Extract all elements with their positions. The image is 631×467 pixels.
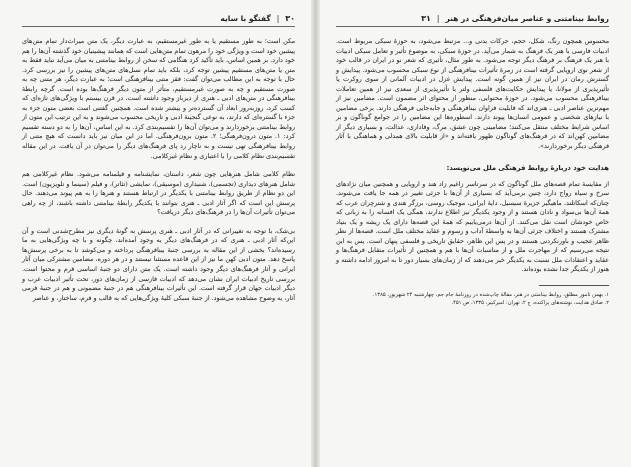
- footnote-divider: [539, 285, 609, 286]
- paragraph: بی‌شک، با توجه به تغییراتی که در آثار ادبی ـ هنری پرسش به گونهٔ دیگری نیز مطرح‌شدنی است و آن این‌که آثار ادبی ـ هنری که در فرهنگ‌های دیگر به وجود آمده‌اند، چگونه و با چه ویژگی‌هایی به ما رسیده‌اند؟ بخشی از این مقاله به بررسی جنبهٔ بینافرهنگی پرداخته و می‌کوشد تا به برخی پرسش‌ها پاسخ دهد. متون ادبی کهن ما نیز از این قاعده مستثنا نیستند و در هر دوره، مضامین مشترکی میان آثار ایرانی و آثار فرهنگ‌های دیگر وجود داشته است. یک متن دارای دو جنبهٔ اساسی فرم و محتوا است. بررسی تاریخ ادبیات ایران نشان می‌دهد که ادبیات فارسی از زمان‌های دور، تحت تأثیر ادبیات عرب و دیگر ادبیات جهان قرار گرفته است. این تأثیرات بینافرهنگی هم در جنبهٔ مضمونی و هم در جنبهٔ فرمی آثار، به وضوح مشاهده می‌شود. از جنبهٔ سبکی کلیهٔ ویژگی‌هایی که به قالب و فرم، ساختار، و عناصر: [22, 226, 295, 302]
- right-page-header: [336, 14, 609, 27]
- page-number: ۳۰: [285, 14, 295, 23]
- footnote: ۱. بهمن نامور مطلق، روابط بینامتنی در هنر، مقالهٔ چاپ‌شده در روزنامهٔ جام جم، چهارشنبه ۲۴ شهریور، ۱۳۸۵.: [372, 292, 609, 299]
- page-number: ۳۱: [421, 14, 431, 23]
- right-page: [320, 0, 631, 467]
- section-heading: هدایت خود دربارهٔ روابط فرهنگی ملل می‌نویسد:: [446, 163, 609, 172]
- paragraph: مکن است؛ به طور مستقیم یا به طور غیرمستقیم، به عبارت دیگر، یک متن میراث‌دار تمام متن‌های پیشین خود است و ویژگی خود را مرهون تمام متن‌هایی است که همانند پیشینیان خود گذشته آن‌ها را هم خود دارد. بر همین اساس، باید تأکید کرد هنگامی که سخن از روابط بینامتنی به میان می‌آید نباید فقط به متن یا متن‌های مستقیم پیشین توجه کرد، بلکه باید تمام نسل‌های متن‌های پیشین را نیز بررسی کرد. حال با توجه به این مطالب می‌توان گفت: فقر متنی بینافرهنگی است؛ به عبارت دیگر، هر متنی چه به صورت مستقیم و چه به صورت غیرمستقیم، متأثر از متون دیگر فرهنگ‌ها بوده است. گرچه رابطهٔ بینافرهنگی در متن‌های ادبی ـ هنری از دیرباز وجود داشته است، در قرن بیستم با ویژگی‌های تازه‌ای که کسب کرد، روزبه‌روز ابعاد آن گسترده‌تر و بیشتر شده است. همچنین گفتنی است بعضی متون جزء به جزء با گستره‌ای که دارند، به نوعی گنجینهٔ ادبی و تاریخی محسوب می‌شوند و به این ترتیب این متون از روابط بینامتنی برخوردارند و می‌توان آن‌ها را تقسیم‌بندی کرد. به این اساس، آن‌ها را به دو دسته تقسیم کرد: ۱. متون درون‌فرهنگی؛ ۲. متون برون‌فرهنگی. اما در این میان نیز باید دانست که هیچ متنی از روابط بینافرهنگی تهی نیست و به ناچار رد پای فرهنگ‌های دیگر را می‌توان در آن یافت. در این مقاله تقسیم‌بندی نظام کلامی را با اعتباری و نظام غیرکلامی.: [22, 37, 295, 160]
- paragraph: نظام کلامی شامل هنرهایی چون شعر، داستان، نمایشنامه و فیلمنامه می‌شود. نظام غیرکلامی هم شامل هنرهای دیداری (تجسمی)، شنیداری (موسیقی)، نمایشی (تئاتر)، و فیلم (سینما و تلویزیون) است. این دو نظام از طریق روابط بینامتنی با یکدیگر در ارتباط هستند و هنرها را به هم پیوند می‌دهند. حال پرسش این است که اگر آثار ادبی ـ هنری بتوانند با یکدیگر رابطهٔ بینامتنی داشته باشند، از چه راهی می‌توان تأثیرات آن‌ها را در فرهنگ‌های دیگر دریافت؟: [22, 170, 295, 217]
- paragraph: محسوس همچون رنگ، شکل، حجم، حرکات بدنی و... مرتبط می‌شود، به حوزهٔ سبکی مربوط است. ادبیات فارسی با هنر یک فرهنگ به شمار می‌آید. در حوزهٔ سبکی، به موضوع تأثیر و تعامل سبکی ادبیات با هنر یک فرهنگ بر فرهنگ دیگر توجه می‌شود. به طور مثال، تأثیری که شعر نو در ایران در قالب خود از شعر نوی اروپایی گرفته است در زمرهٔ تأثیرات بینافرهنگی از نوع سبکی محسوب می‌شود. پیدایش و گسترش رمان در ایران نیز از همین گونه است. پیدایش غزل در ادبیات آلمانی از سوی روکرت یا تأثیرپذیری از مولانا، یا پیدایش حکایت‌های فلسفی ولتر با تأثیرپذیری از سعدی نیز از همین تعاملات بینافرهنگی محسوب می‌شود. در حوزهٔ محتوایی، منظور از محتوای اثر مضمون است. مضامین نیز از مهم‌ترین عناصر ادبی ـ هنری‌اند که قابلیت فراوان بینافرهنگی و جابه‌جایی فرهنگی دارند. برخی مضامین با نیازهای شخصی و عمومی انسان‌ها پیوند دارند. اسطوره‌ها این مضامین را در جوامع گوناگون و بر اساس شرایط مختلف منتقل می‌کنند؛ مضامینی چون عشق، مرگ، وفاداری، عدالت، و بسیاری دیگر از مضامین کهن‌اند که در فرهنگ‌های گوناگون ظهور یافته‌اند و «از قابلیت بالای همدلی و هماهنگی با آثار فرهنگی دیگر برخوردارند».: [336, 37, 609, 151]
- header-separator: |: [436, 14, 440, 23]
- header-separator: |: [276, 14, 280, 23]
- book-gutter: [311, 0, 320, 467]
- footnote: ۲. صادق هدایت، نوشته‌های پراکنده، ج ۲، تهران: امیرکبیر، ۱۳۳۵، ص ۴۵۱.: [451, 300, 609, 307]
- running-title: روابط بینامتنی و عناصر میان‌فرهنگی در هنر: [445, 14, 609, 23]
- running-title: گفتگو با سایه: [220, 14, 271, 23]
- paragraph: از مقایسهٔ تمام قصه‌های ملل گوناگون که در سرتاسر زاغیم زاد هند و اروپایی و همچنین میان نژادهای سرخ و سیاه رواج دارد، چنین برمی‌آید که بسیاری از آن‌ها با جزئی تغییر در همه جا یافت می‌شوند. چنان‌که اسکاتلند، ماهیگیر جزیرهٔ سیسیل، دایهٔ ایرانی، موجیک روسی، برزگر هندی و شترچران عرب که همهٔ آن‌ها بی‌سواد و نادان هستند و از وجود یکدیگر نیز اطلاع ندارند، همگی یک افسانه را به زبانی که خاص خودشان است نقل می‌کنند. از آن‌ها درمی‌یابیم که همهٔ این قصه‌ها دارای یک ریشه و یک بنیاد مشترک هستند و اختلاف جزئی آن‌ها به واسطهٔ آداب و رسوم و عقاید مختلف ملل است. قصه‌ها از نظر ظاهر عجیب و باورنکردنی هستند و در پس این ظاهر، حقایق تاریخی و فلسفی پنهان است. پس به این نتیجه می‌رسیم که از مهاجرت ملل و از مناسبات آن‌ها با هم و همچنین از تأثیرات متقابل فرهنگ‌ها و عقاید و اعتقادات ملل نسبت به یکدیگر خبر می‌دهند که از زمان‌های بسیار دور تا به امروز ادامه داشته و هنوز از یکدیگر جدا نشده بوده‌اند.: [336, 179, 609, 274]
- left-page-header: [22, 14, 295, 27]
- left-page: [0, 0, 311, 467]
